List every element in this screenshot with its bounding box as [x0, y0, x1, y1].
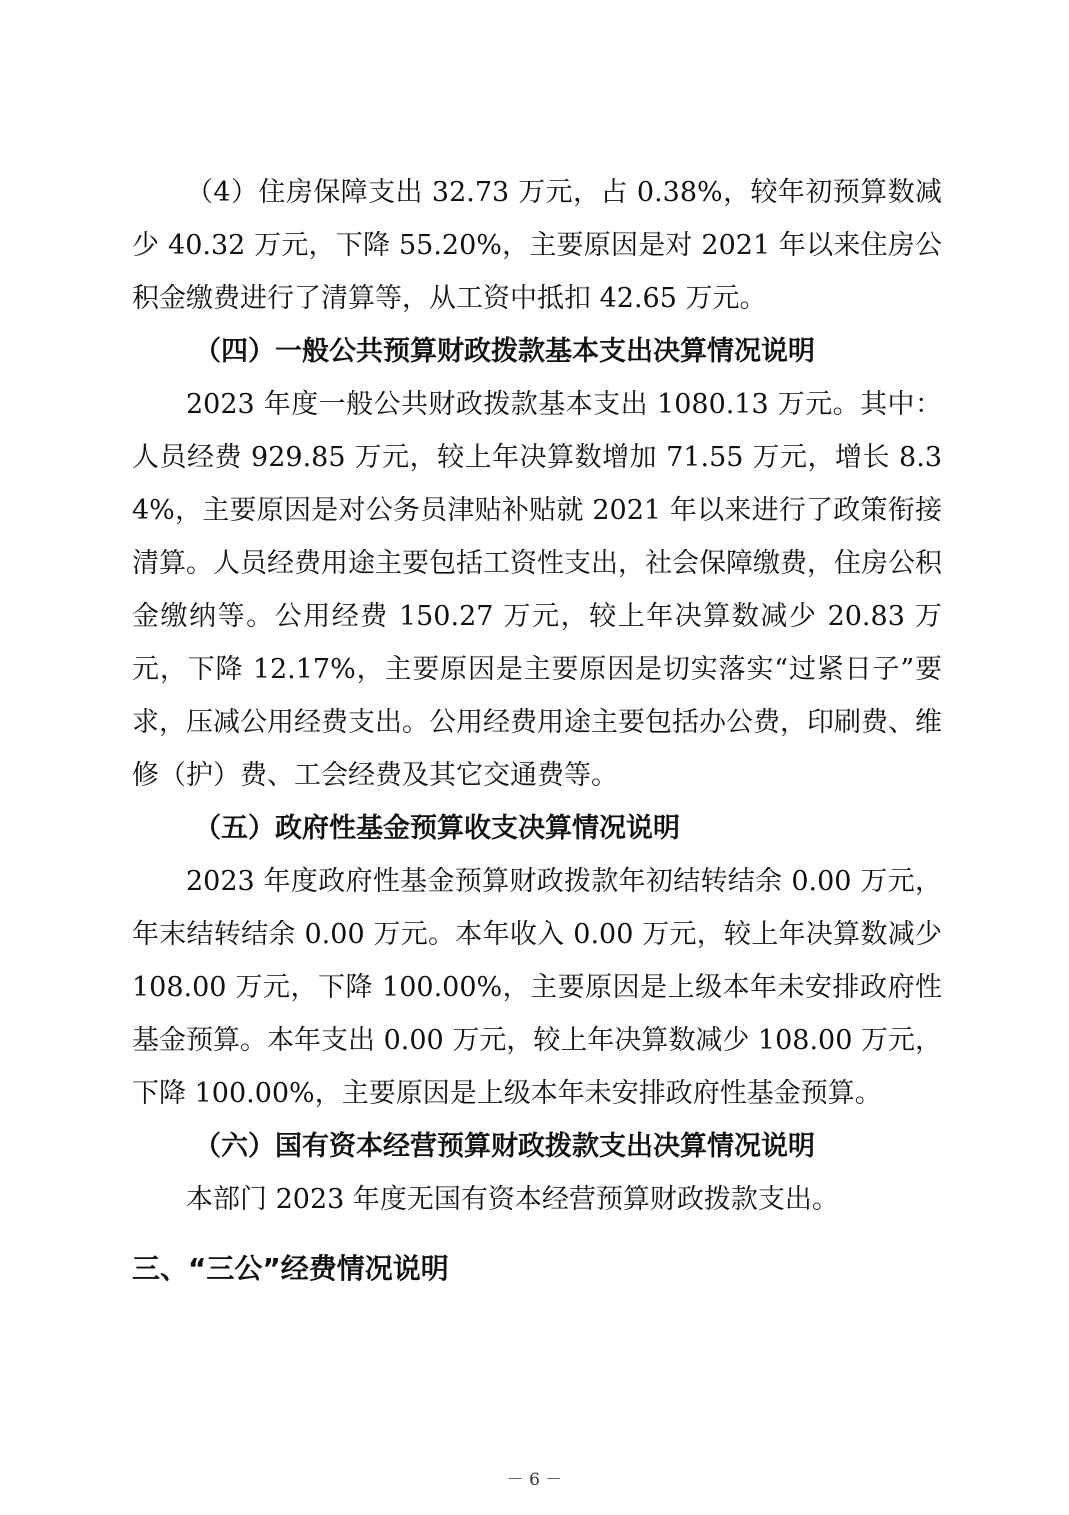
paragraph-state-capital: 本部门 2023 年度无国有资本经营预算财政拨款支出。 — [186, 1184, 839, 1215]
heading-section-5: （五）政府性基金预算收支决算情况说明 — [194, 813, 680, 844]
heading-section-4: （四）一般公共预算财政拨款基本支出决算情况说明 — [194, 336, 815, 367]
page-number: － 6 － — [506, 1470, 563, 1490]
heading-part-3: 三、“三公”经费情况说明 — [132, 1252, 449, 1285]
paragraph-basic-expense: 2023 年度一般公共财政拨款基本支出 1080.13 万元。其中：人员经费 929.85 万元，较上年决算数增加 71.55 万元，增长 8.34%，主要原因是对公务员津贴补贴就 2021 年以来进行了政策衔接清算。人员经费用途主要包括工资性支出，社会保障缴费，住房公积金缴纳等。公用经费 150.27 万元，较上年决算数减少 20.83 万元，下降 12.17%，主要原因是主要原因是切实落实“过紧日子”要求，压减公用经费支出。公用经费用途主要包括办公费，印刷费、维修（护）费、工会经费及其它交通费等。 — [132, 389, 942, 791]
paragraph-gov-fund: 2023 年度政府性基金预算财政拨款年初结转结余 0.00 万元，年末结转结余 0.00 万元。本年收入 0.00 万元，较上年决算数减少 108.00 万元，下降 100.00%，主要原因是上级本年未安排政府性基金预算。本年支出 0.00 万元，较上年决算数减少 108.00 万元，下降 100.00%，主要原因是上级本年未安排政府性基金预算。 — [132, 866, 942, 1109]
paragraph-housing-expense: （4）住房保障支出 32.73 万元，占 0.38%，较年初预算数减少 40.32 万元，下降 55.20%，主要原因是对 2021 年以来住房公积金缴费进行了清算等，从工资中抵扣 42.65 万元。 — [132, 177, 942, 314]
document-body — [132, 166, 942, 1295]
heading-section-6: （六）国有资本经营预算财政拨款支出决算情况说明 — [194, 1131, 815, 1162]
